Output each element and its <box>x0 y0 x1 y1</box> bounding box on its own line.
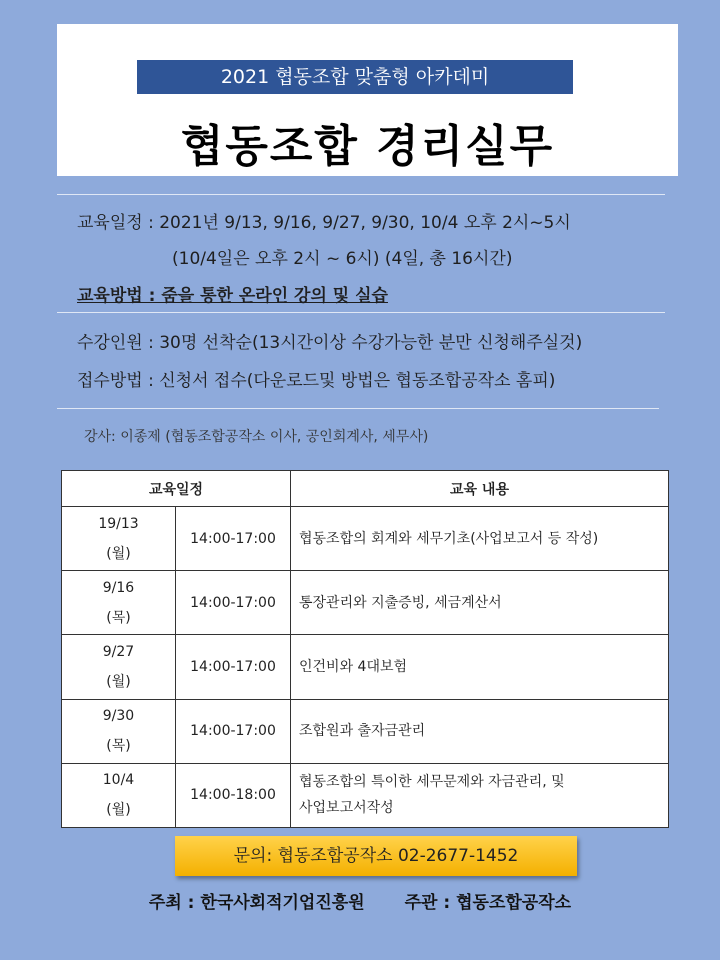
date-cell <box>62 571 176 635</box>
day-text: (목) <box>106 609 131 626</box>
time-cell: 14:00-17:00 <box>176 635 291 699</box>
content-text: 인건비와 4대보험 <box>299 658 408 675</box>
date-text: 9/27 <box>102 643 135 660</box>
contact-text: 문의: 협동조합공작소 02-2677-1452 <box>233 846 519 866</box>
divider-bottom <box>57 408 659 409</box>
table-row <box>62 699 669 763</box>
day-text: (목) <box>106 738 131 755</box>
header-schedule: 교육일정 <box>62 471 291 507</box>
application-line: 접수방법 : 신청서 접수(다운로드및 방법은 협동조합공작소 홈피) <box>77 371 556 391</box>
date-cell <box>62 763 176 827</box>
table-row <box>62 507 669 571</box>
table-row <box>62 571 669 635</box>
host-text: 주최 : 한국사회적기업진흥원 <box>148 893 365 913</box>
date-text: 9/30 <box>102 708 135 725</box>
content-text-2: 사업보고서작성 <box>299 800 394 817</box>
content-cell <box>291 635 669 699</box>
date-text: 10/4 <box>102 772 135 789</box>
divider-top <box>57 194 665 195</box>
content-text: 조합원과 출자금관리 <box>299 723 426 740</box>
schedule-line-2: (10/4일은 오후 2시 ~ 6시) (4일, 총 16시간) <box>172 249 513 269</box>
time-cell: 14:00-17:00 <box>176 507 291 571</box>
lecturer-line: 강사: 이종제 (협동조합공작소 이사, 공인회계사, 세무사) <box>84 429 429 445</box>
time-cell: 14:00-17:00 <box>176 699 291 763</box>
content-cell <box>291 571 669 635</box>
table-row <box>62 763 669 827</box>
content-text: 통장관리와 지출증빙, 세금계산서 <box>299 594 502 611</box>
day-text: (월) <box>106 545 131 562</box>
title-panel <box>57 24 678 176</box>
schedule-table <box>61 470 669 828</box>
date-text: 19/13 <box>98 515 139 532</box>
subtitle-banner <box>137 60 573 94</box>
subtitle-text: 2021 협동조합 맞춤형 아카데미 <box>220 66 490 88</box>
method-line: 교육방법 : 줌을 통한 온라인 강의 및 실습 <box>77 286 388 306</box>
day-text: (월) <box>106 802 131 819</box>
page-title: 협동조합 경리실무 <box>180 121 555 172</box>
time-cell: 14:00-18:00 <box>176 763 291 827</box>
content-text: 협동조합의 특이한 세무문제와 자금관리, 및 <box>299 774 565 791</box>
date-cell <box>62 635 176 699</box>
contact-box <box>175 836 577 876</box>
date-text: 9/16 <box>102 579 135 596</box>
table-header-row <box>62 471 669 507</box>
capacity-line: 수강인원 : 30명 선착순(13시간이상 수강가능한 분만 신청해주실것) <box>77 333 583 353</box>
content-cell <box>291 507 669 571</box>
organizer-text: 주관 : 협동조합공작소 <box>404 893 572 913</box>
time-cell: 14:00-17:00 <box>176 571 291 635</box>
day-text: (월) <box>106 673 131 690</box>
footer <box>0 888 720 913</box>
schedule-line-1: 교육일정 : 2021년 9/13, 9/16, 9/27, 9/30, 10/4 오후 2시~5시 <box>77 213 571 233</box>
table-row <box>62 635 669 699</box>
date-cell <box>62 507 176 571</box>
date-cell <box>62 699 176 763</box>
divider-middle <box>57 312 665 313</box>
header-content: 교육 내용 <box>291 471 669 507</box>
content-cell <box>291 699 669 763</box>
content-text: 협동조합의 회계와 세무기초(사업보고서 등 작성) <box>299 530 599 547</box>
content-cell <box>291 763 669 827</box>
